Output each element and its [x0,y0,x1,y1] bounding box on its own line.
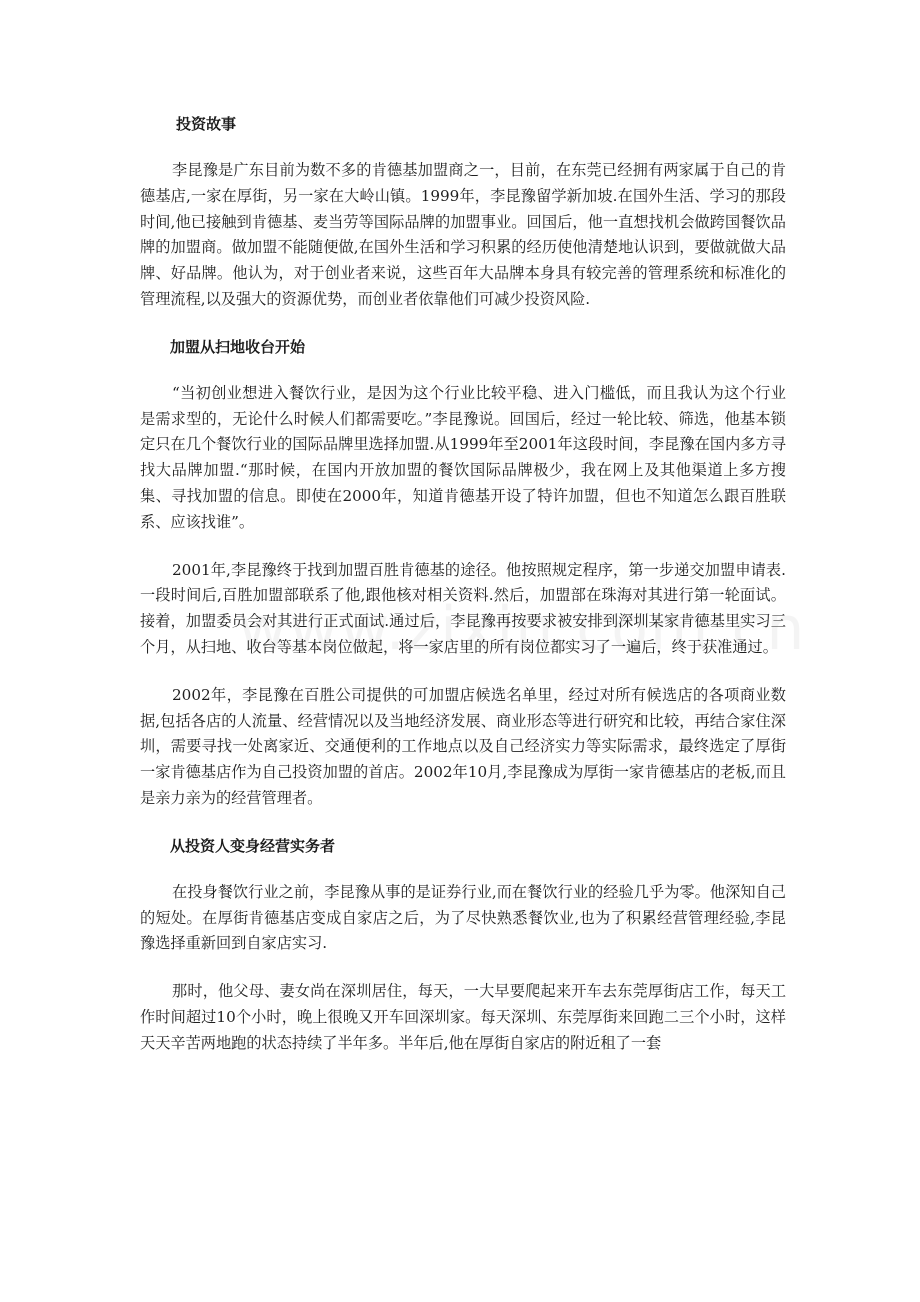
section1-paragraph-3: 2002年，李昆豫在百胜公司提供的可加盟店候选名单里，经过对所有候选店的各项商业数据,包括各店的人流量、经营情况以及当地经济发展、商业形态等进行研究和比较，再结合家住深圳，需要寻找一处离家近、交通便利的工作地点以及自己经济实力等实际需求，最终选定了厚街一家肯德基店作为自己投资加盟的首店。2002年10月,李昆豫成为厚街一家肯德基店的老板,而且是亲力亲为的经营管理者。 [140,685,786,807]
article-body [140,112,786,1079]
section1-paragraph-1: “当初创业想进入餐饮行业，是因为这个行业比较平稳、进入门槛低，而且我认为这个行业是需求型的，无论什么时候人们都需要吃。”李昆豫说。回国后，经过一轮比较、筛选，他基本锁定只在几个餐饮行业的国际品牌里选择加盟.从1999年至2001年这段时间，李昆豫在国内多方寻找大品牌加盟.“那时候，在国内开放加盟的餐饮国际品牌极少，我在网上及其他渠道上多方搜集、寻找加盟的信息。即使在2000年，知道肯德基开设了特许加盟，但也不知道怎么跟百胜联系、应该找谁”。 [140,383,786,531]
section2-paragraph-2: 那时，他父母、妻女尚在深圳居住，每天，一大早要爬起来开车去东莞厚街店工作，每天工作时间超过10个小时，晚上很晚又开车回深圳家。每天深圳、东莞厚街来回跑二三个小时，这样天天辛苦两地跑的状态持续了半年多。半年后,他在厚街自家店的附近租了一套 [140,982,786,1052]
section2-paragraph-1: 在投身餐饮行业之前，李昆豫从事的是证券行业,而在餐饮行业的经验几乎为零。他深知自己的短处。在厚街肯德基店变成自家店之后，为了尽快熟悉餐饮业,也为了积累经营管理经验,李昆豫选择重新回到自家店实习. [140,882,786,953]
article-title: 投资故事 [176,115,237,133]
section1-paragraph-2: 2001年,李昆豫终于找到加盟百胜肯德基的途径。他按照规定程序，第一步递交加盟申请表.一段时间后,百胜加盟部联系了他,跟他核对相关资料.然后，加盟部在珠海对其进行第一轮面试。接着，加盟委员会对其进行正式面试.通过后，李昆豫再按要求被安排到深圳某家肯德基里实习三个月，从扫地、收台等基本岗位做起，将一家店里的所有岗位都实习了一遍后，终于获准通过。 [140,560,786,656]
intro-paragraph: 李昆豫是广东目前为数不多的肯德基加盟商之一，目前，在东莞已经拥有两家属于自己的肯德基店,一家在厚街，另一家在大岭山镇。1999年，李昆豫留学新加坡.在国外生活、学习的那段时间,他已接触到肯德基、麦当劳等国际品牌的加盟事业。回国后，他一直想找机会做跨国餐饮品牌的加盟商。做加盟不能随便做,在国外生活和学习积累的经历使他清楚地认识到，要做就做大品牌、好品牌。他认为，对于创业者来说，这些百年大品牌本身具有较完善的管理系统和标准化的管理流程,以及强大的资源优势，而创业者依靠他们可减少投资风险. [140,161,786,308]
section-heading-franchise-start: 加盟从扫地收台开始 [170,337,306,356]
section-heading-investor-to-operator: 从投资人变身经营实务者 [170,836,336,855]
